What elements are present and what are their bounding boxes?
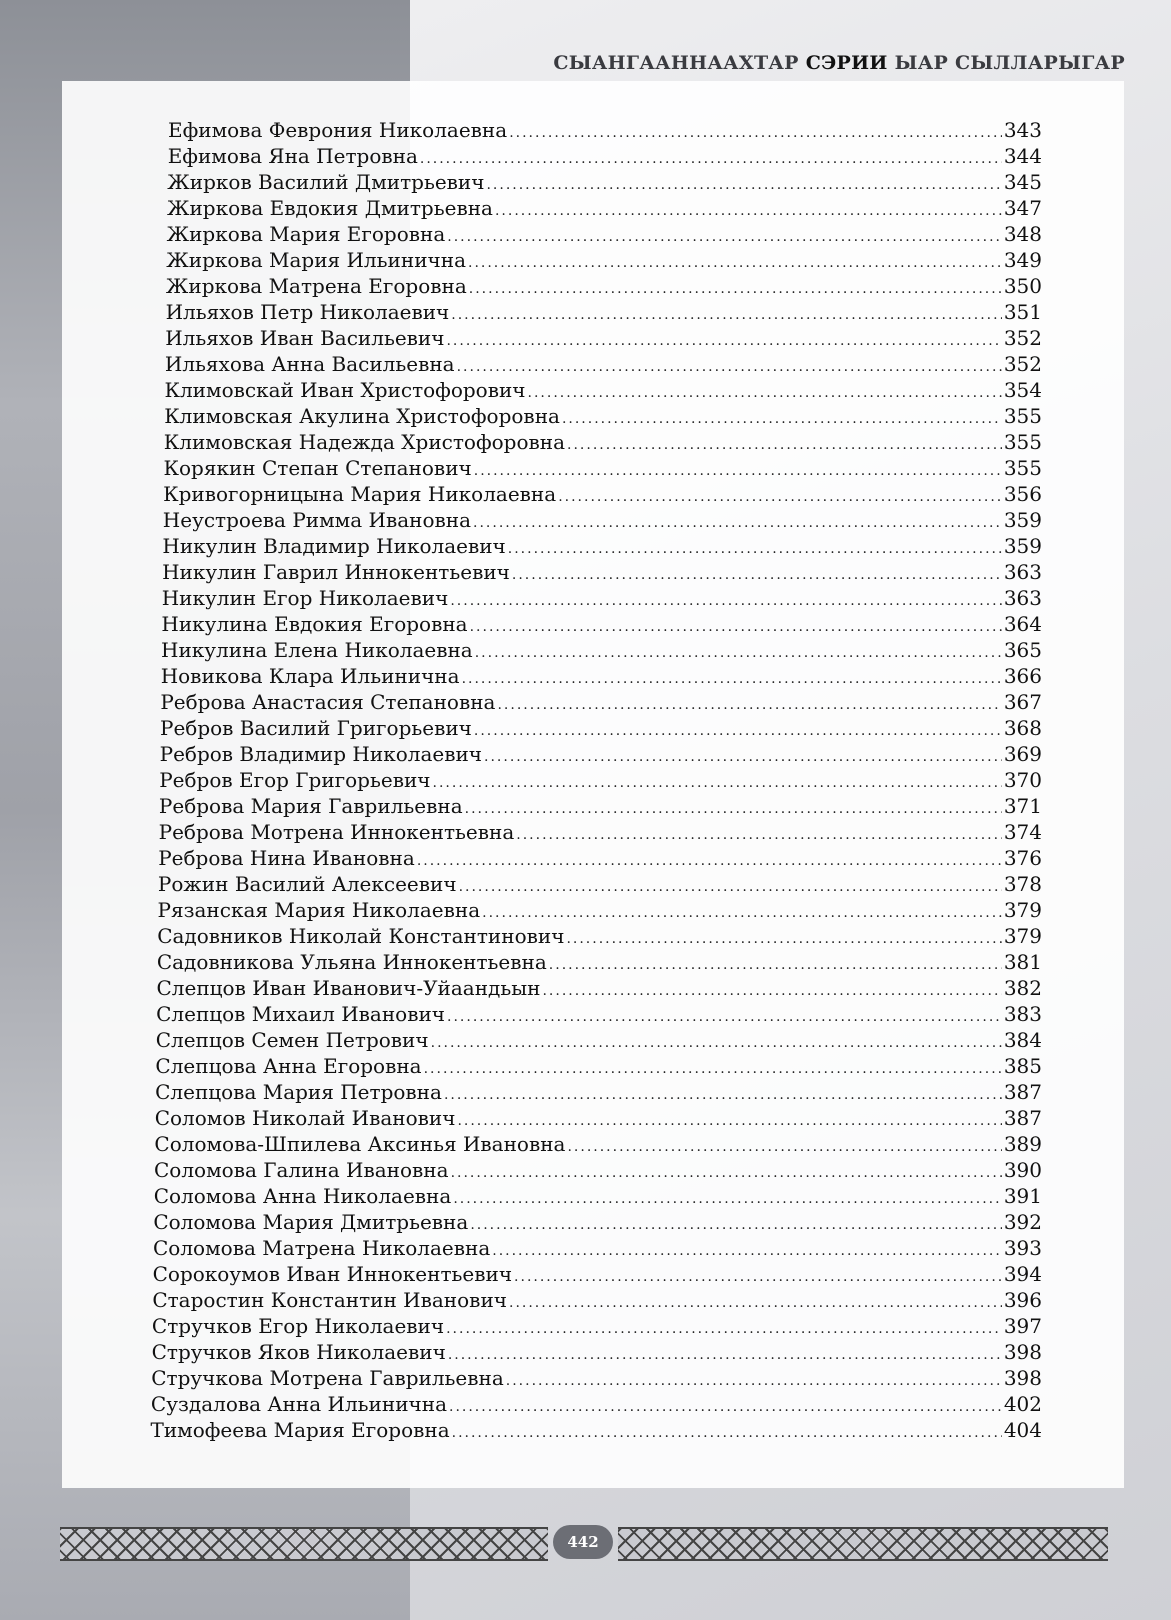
toc-entry-name: Жиркова Матрена Егоровна: [165, 274, 467, 298]
toc-entry-name: Ребров Василий Григорьевич: [160, 716, 472, 740]
toc-entry: [158, 871, 1042, 897]
toc-entry-page: 350: [1003, 274, 1042, 298]
toc-entry: [151, 1417, 1043, 1443]
toc-leader-dots: [566, 926, 1001, 952]
toc-entry-name: Кривогорницына Мария Николаевна: [163, 482, 557, 506]
toc-entry: [159, 793, 1042, 819]
toc-leader-dots: [424, 1056, 1002, 1082]
running-head-part3: ЫАР СЫЛЛАРЫГАР: [894, 52, 1125, 74]
toc-entry: [163, 481, 1042, 507]
toc-entry-name: Неустроева Римма Ивановна: [162, 508, 472, 532]
toc-entry-page: 355: [1003, 404, 1042, 428]
toc-entry-name: Слепцова Анна Егоровна: [155, 1054, 422, 1078]
toc-entry-page: 351: [1003, 300, 1042, 324]
toc-entry-name: Стручков Егор Николаевич: [151, 1314, 445, 1338]
toc-entry-name: Слепцов Михаил Иванович: [156, 1002, 446, 1026]
toc-entry: [165, 377, 1043, 403]
toc-entry-name: Ефимова Феврония Николаевна: [168, 118, 508, 142]
toc-entry-page: 382: [1003, 976, 1042, 1000]
toc-entry: [154, 1183, 1042, 1209]
toc-entry-name: Реброва Мария Гаврильевна: [158, 794, 463, 818]
toc-entry: [167, 221, 1042, 247]
toc-leader-dots: [431, 1030, 1002, 1056]
contents-panel: [62, 81, 1124, 1488]
toc-entry: [152, 1313, 1042, 1339]
toc-entry-page: 391: [1003, 1184, 1042, 1208]
toc-entry-page: 349: [1003, 248, 1042, 272]
toc-entry-name: Слепцова Мария Петровна: [155, 1080, 442, 1104]
toc-leader-dots: [492, 1238, 1002, 1264]
toc-leader-dots: [420, 146, 1002, 172]
page-number: 442: [553, 1525, 613, 1559]
toc-entry-name: Рязанская Мария Николаевна: [157, 898, 481, 922]
toc-leader-dots: [549, 952, 1002, 978]
toc-leader-dots: [509, 120, 1002, 146]
toc-entry: [167, 195, 1042, 221]
toc-entry-name: Рожин Василий Алексеевич: [157, 872, 457, 896]
toc-entry: [153, 1235, 1042, 1261]
toc-entry-page: 355: [1003, 456, 1042, 480]
toc-entry: [167, 169, 1042, 195]
toc-entry-page: 355: [1003, 430, 1042, 454]
toc-entry: [160, 715, 1042, 741]
toc-entry-page: 381: [1003, 950, 1042, 974]
toc-entry-name: Соломова Галина Ивановна: [154, 1158, 449, 1182]
toc-leader-dots: [562, 406, 1002, 432]
toc-entry: [166, 273, 1042, 299]
toc-entry: [158, 897, 1043, 923]
toc-entry-name: Ильяхов Петр Николаевич: [165, 300, 450, 324]
toc-leader-dots: [516, 822, 1002, 848]
toc-leader-dots: [459, 874, 1002, 900]
toc-leader-dots: [542, 978, 1001, 1004]
toc-entry: [153, 1209, 1042, 1235]
toc-entry-name: Реброва Анастасия Степановна: [160, 690, 496, 714]
running-head-part2: СЭРИИ: [805, 52, 888, 74]
toc-entry-page: 363: [1003, 560, 1042, 584]
toc-leader-dots: [567, 432, 1002, 458]
toc-entry-name: Ребров Владимир Николаевич: [159, 742, 483, 766]
toc-entry-page: 359: [1003, 534, 1042, 558]
toc-entry-name: Соломова-Шпилева Аксинья Ивановна: [154, 1132, 566, 1156]
toc-entry-name: Соломов Николай Иванович: [154, 1106, 456, 1130]
toc-entry-name: Новикова Клара Ильинична: [160, 664, 460, 688]
toc-entry-name: Стручков Яков Николаевич: [151, 1340, 446, 1364]
toc-entry: [154, 1157, 1042, 1183]
toc-entry-page: 387: [1003, 1080, 1042, 1104]
toc-leader-dots: [453, 1186, 1002, 1212]
toc-entry: [161, 611, 1042, 637]
toc-leader-dots: [446, 328, 1001, 354]
toc-entry-page: 348: [1003, 222, 1042, 246]
toc-entry-page: 356: [1003, 482, 1042, 506]
toc-entry: [162, 533, 1042, 559]
toc-entry: [156, 1027, 1042, 1053]
ornament-right: [618, 1527, 1108, 1561]
toc-entry-page: 370: [1003, 768, 1042, 792]
toc-entry: [162, 585, 1042, 611]
toc-entry-page: 374: [1003, 820, 1042, 844]
toc-entry-page: 364: [1003, 612, 1042, 636]
toc-entry-page: 363: [1003, 586, 1042, 610]
toc-entry: [154, 1131, 1042, 1157]
toc-entry-name: Жиркова Мария Ильинична: [166, 248, 466, 272]
toc-entry-page: 383: [1003, 1002, 1042, 1026]
toc-entry-name: Никулин Гаврил Иннокентьевич: [162, 560, 510, 584]
toc-entry-page: 379: [1003, 924, 1042, 948]
toc-entry-page: 347: [1003, 196, 1042, 220]
toc-entry-page: 397: [1003, 1314, 1042, 1338]
toc-leader-dots: [444, 1082, 1002, 1108]
toc-entry-name: Садовникова Ульяна Иннокентьевна: [156, 950, 547, 974]
toc-entry: [162, 559, 1042, 585]
toc-entry-page: 398: [1003, 1340, 1042, 1364]
toc-entry: [151, 1391, 1042, 1417]
toc-entry-name: Ильяхова Анна Васильевна: [164, 352, 455, 376]
toc-entry-name: Никулин Егор Николаевич: [161, 586, 449, 610]
toc-entry-page: 371: [1003, 794, 1042, 818]
toc-entry-page: 378: [1003, 872, 1042, 896]
toc-leader-dots: [450, 588, 1001, 614]
toc-entry-name: Реброва Мотрена Иннокентьевна: [158, 820, 515, 844]
toc-entry-page: 385: [1003, 1054, 1042, 1078]
toc-entry-name: Садовников Николай Константинович: [157, 924, 565, 948]
running-head: [553, 52, 1125, 74]
toc-entry-name: Никулин Владимир Николаевич: [162, 534, 506, 558]
toc-entry-page: 376: [1003, 846, 1042, 870]
toc-leader-dots: [506, 1368, 1002, 1394]
toc-leader-dots: [465, 796, 1002, 822]
toc-entry-page: 352: [1003, 352, 1042, 376]
toc-entry-name: Соломова Анна Николаевна: [153, 1184, 452, 1208]
toc-entry-name: Старостин Константин Иванович: [152, 1288, 507, 1312]
toc-leader-dots: [475, 640, 1002, 666]
toc-leader-dots: [528, 380, 1002, 406]
toc-entry-name: Климовскай Иван Христофорович: [164, 378, 526, 402]
toc-leader-dots: [468, 250, 1002, 276]
toc-leader-dots: [451, 1160, 1002, 1186]
toc-entry: [159, 767, 1042, 793]
toc-entry: [164, 403, 1042, 429]
toc-leader-dots: [514, 1264, 1002, 1290]
toc-entry-name: Слепцов Семен Петрович: [155, 1028, 429, 1052]
toc-leader-dots: [469, 276, 1002, 302]
toc-entry-page: 344: [1003, 144, 1042, 168]
toc-entry-page: 354: [1003, 378, 1042, 402]
toc-entry: [158, 845, 1042, 871]
toc-entry: [168, 117, 1042, 143]
toc-entry: [151, 1365, 1042, 1391]
toc-entry: [157, 923, 1042, 949]
toc-leader-dots: [558, 484, 1002, 510]
toc-entry: [164, 455, 1043, 481]
toc-entry: [163, 507, 1042, 533]
toc-entry: [168, 143, 1042, 169]
toc-entry-name: Реброва Нина Ивановна: [158, 846, 415, 870]
toc-entry-page: 368: [1003, 716, 1042, 740]
toc-entry: [155, 1105, 1042, 1131]
toc-leader-dots: [473, 510, 1002, 536]
toc-leader-dots: [474, 718, 1002, 744]
toc-entry-page: 396: [1003, 1288, 1042, 1312]
toc-entry: [155, 1079, 1042, 1105]
toc-entry-page: 359: [1003, 508, 1042, 532]
toc-entry: [153, 1261, 1042, 1287]
toc-entry: [152, 1287, 1042, 1313]
toc-entry-page: 384: [1003, 1028, 1042, 1052]
toc-entry-page: 398: [1003, 1366, 1042, 1390]
toc-leader-dots: [457, 354, 1002, 380]
toc-entry-name: Ильяхов Иван Васильевич: [165, 326, 445, 350]
toc-entry-page: 367: [1003, 690, 1042, 714]
toc-entry-name: Слепцов Иван Иванович-Уйаандьын: [156, 976, 541, 1000]
toc-entry: [161, 637, 1042, 663]
toc-entry: [166, 299, 1042, 325]
toc-entry-page: 404: [1003, 1418, 1042, 1442]
toc-leader-dots: [470, 1212, 1002, 1238]
toc-entry-page: 369: [1003, 742, 1042, 766]
toc-leader-dots: [451, 302, 1002, 328]
toc-leader-dots: [433, 770, 1002, 796]
toc-entry: [156, 1001, 1042, 1027]
toc-entry-page: 393: [1003, 1236, 1042, 1260]
toc-entry-name: Соломова Матрена Николаевна: [153, 1236, 491, 1260]
toc-leader-dots: [417, 848, 1002, 874]
toc-entry: [152, 1339, 1042, 1365]
toc-entry: [159, 819, 1042, 845]
toc-leader-dots: [508, 536, 1002, 562]
toc-entry: [160, 689, 1042, 715]
toc-entry-name: Климовская Надежда Христофоровна: [163, 430, 566, 454]
toc-entry-name: Никулина Елена Николаевна: [161, 638, 473, 662]
toc-entry-name: Корякин Степан Степанович: [163, 456, 472, 480]
toc-leader-dots: [567, 1134, 1001, 1160]
toc-leader-dots: [447, 1004, 1002, 1030]
toc-entry-name: Жиркова Мария Егоровна: [166, 222, 446, 246]
toc-entry-name: Соломова Мария Дмитрьевна: [153, 1210, 469, 1234]
toc-leader-dots: [486, 172, 1001, 198]
table-of-contents: [150, 117, 1042, 1443]
toc-entry-name: Жиркова Евдокия Дмитрьевна: [167, 196, 493, 220]
toc-leader-dots: [484, 744, 1002, 770]
toc-leader-dots: [509, 1290, 1002, 1316]
toc-leader-dots: [462, 666, 1002, 692]
toc-entry-name: Суздалова Анна Ильинична: [150, 1392, 447, 1416]
toc-entry-page: 379: [1003, 898, 1042, 922]
toc-entry: [164, 429, 1042, 455]
toc-leader-dots: [495, 198, 1002, 224]
toc-entry: [160, 741, 1042, 767]
toc-entry: [161, 663, 1042, 689]
toc-entry-name: Тимофеева Мария Егоровна: [150, 1418, 450, 1442]
toc-entry-page: 394: [1003, 1262, 1042, 1286]
toc-leader-dots: [497, 692, 1001, 718]
toc-entry-page: 365: [1003, 638, 1042, 662]
toc-leader-dots: [512, 562, 1002, 588]
toc-entry-page: 352: [1003, 326, 1042, 350]
toc-leader-dots: [447, 224, 1002, 250]
toc-entry: [165, 325, 1042, 351]
toc-entry-name: Жирков Василий Дмитрьевич: [167, 170, 485, 194]
toc-entry: [166, 247, 1042, 273]
toc-entry-page: 402: [1003, 1392, 1042, 1416]
toc-entry-name: Никулина Евдокия Егоровна: [161, 612, 468, 636]
toc-leader-dots: [470, 614, 1002, 640]
toc-entry-name: Стручкова Мотрена Гаврильевна: [151, 1366, 504, 1390]
toc-entry-name: Ребров Егор Григорьевич: [159, 768, 431, 792]
ornament-left: [60, 1527, 548, 1561]
toc-entry-page: 343: [1003, 118, 1042, 142]
toc-entry-page: 389: [1003, 1132, 1042, 1156]
toc-leader-dots: [448, 1342, 1002, 1368]
toc-leader-dots: [452, 1420, 1002, 1446]
toc-entry-page: 345: [1003, 170, 1042, 194]
toc-entry-name: Сорокоумов Иван Иннокентьевич: [152, 1262, 513, 1286]
running-head-part1: СЫАНГААННААХТАР: [553, 52, 799, 74]
toc-entry-name: Климовская Акулина Христофоровна: [164, 404, 560, 428]
toc-leader-dots: [449, 1394, 1002, 1420]
toc-entry: [157, 975, 1043, 1001]
toc-entry-page: 366: [1003, 664, 1042, 688]
toc-entry-page: 392: [1003, 1210, 1042, 1234]
toc-entry: [155, 1053, 1042, 1079]
toc-entry: [157, 949, 1042, 975]
toc-entry: [165, 351, 1042, 377]
toc-entry-name: Ефимова Яна Петровна: [167, 144, 418, 168]
toc-entry-page: 390: [1003, 1158, 1042, 1182]
toc-entry-page: 387: [1003, 1106, 1042, 1130]
toc-leader-dots: [446, 1316, 1002, 1342]
